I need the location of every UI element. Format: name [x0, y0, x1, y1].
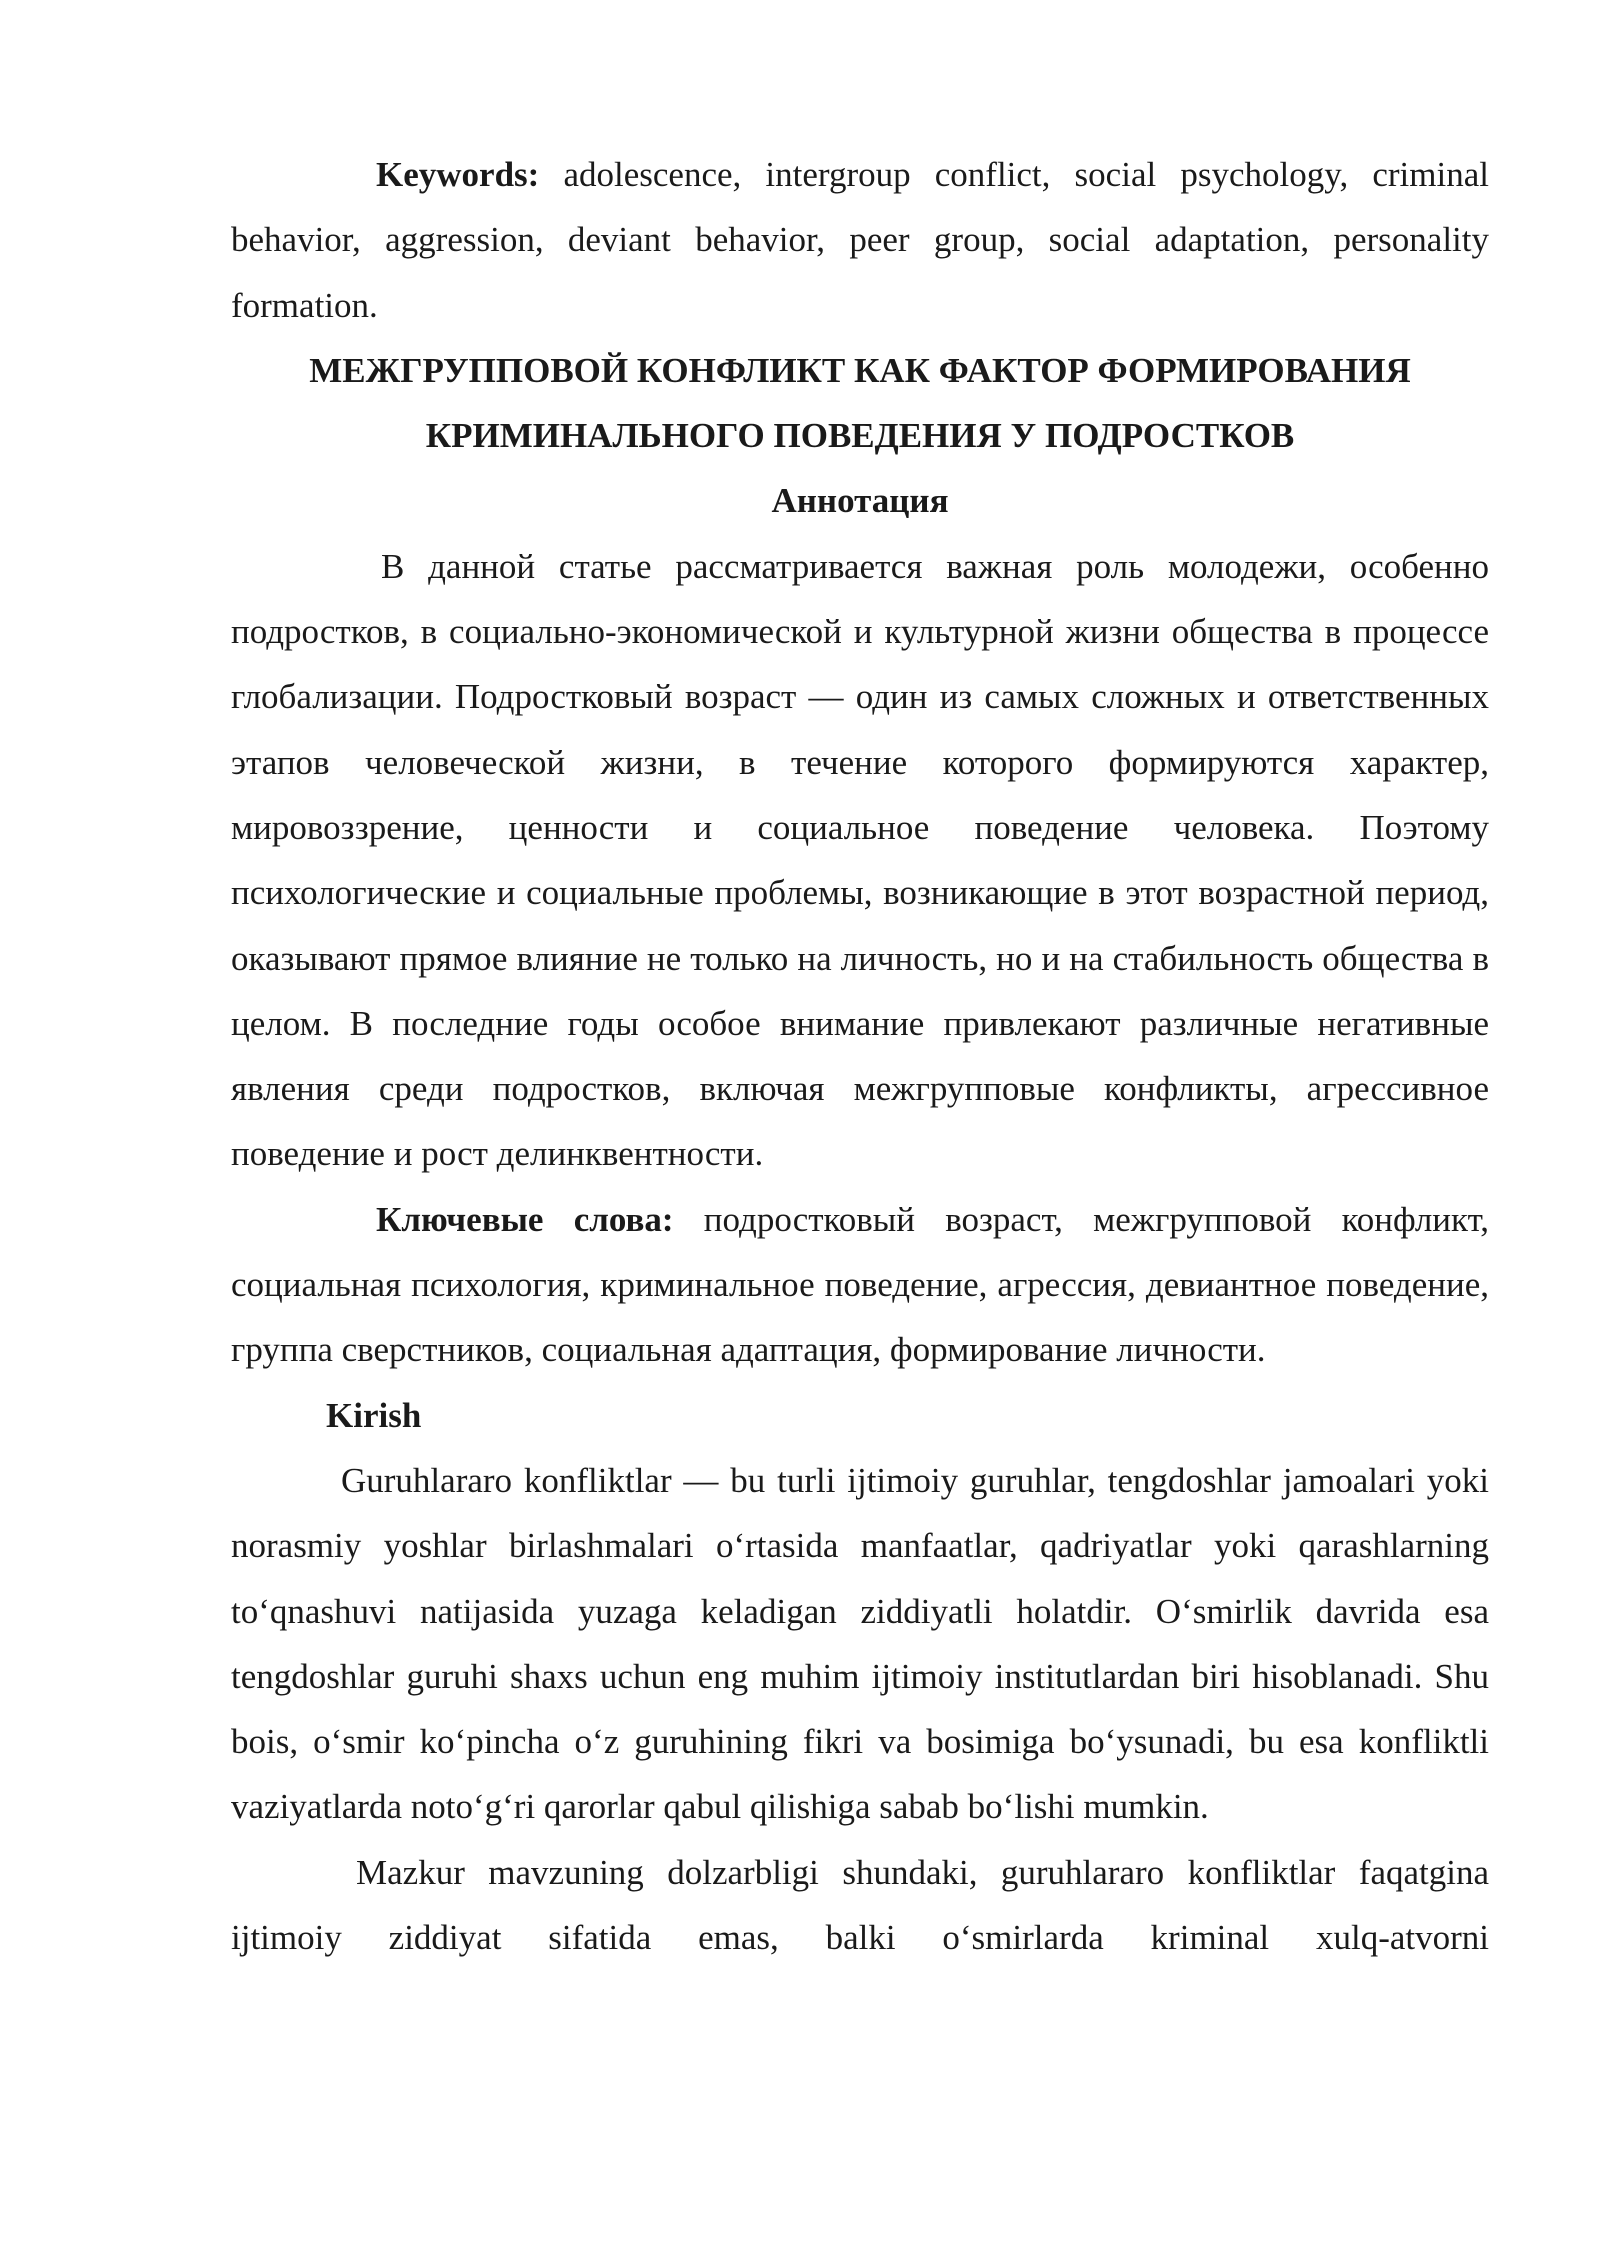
- annotation-paragraph: В данной статье рассматривается важная роль молодежи, особенно подростков, в социально-экономической и культурной жизни общества в процессе глобализации. Подростковый возраст — один из самых сложных и ответственных этапов человеческой жизни, в течение которого формируются характер, мировоззрение, ценности и социальное поведение человека. Поэтому психологические и социальные проблемы, возникающие в этот возрастной период, оказывают прямое влияние не только на личность, но и на стабильность общества в целом. В последние годы особое внимание привлекают различные негативные явления среди подростков, включая межгрупповые конфликты, агрессивное поведение и рост делинквентности.: [231, 546, 1489, 1174]
- keywords-en-label: Keywords:: [376, 155, 540, 194]
- keywords-en-text: adolescence, intergroup conflict, social psychology, criminal behavior, aggression, deviant behavior, peer group, social adaptation, personality formation.: [231, 155, 1489, 325]
- intro-paragraph-2: Mazkur mavzuning dolzarbligi shundaki, guruhlararo konfliktlar faqatgina ijtimoiy ziddiyat sifatida emas, balki oʻsmirlarda kriminal xulq-atvorni: [231, 1852, 1489, 1958]
- document-page: [231, 142, 1489, 1970]
- intro-heading: Kirish: [326, 1395, 422, 1435]
- keywords-ru-paragraph: [231, 1187, 1489, 1383]
- article-title-line-2: КРИМИНАЛЬНОГО ПОВЕДЕНИЯ У ПОДРОСТКОВ: [425, 416, 1295, 456]
- annotation-heading: Аннотация: [771, 481, 949, 521]
- article-title-line-1: МЕЖГРУППОВОЙ КОНФЛИКТ КАК ФАКТОР ФОРМИРОВАНИЯ: [309, 350, 1411, 390]
- keywords-ru-label: Ключевые слова:: [376, 1199, 674, 1239]
- keywords-ru-text: подростковый возраст, межгрупповой конфликт, социальная психология, криминальное поведение, агрессия, девиантное поведение, группа сверстников, социальная адаптация, формирование личности.: [231, 1199, 1489, 1370]
- intro-paragraph-1: Guruhlararo konfliktlar — bu turli ijtimoiy guruhlar, tengdoshlar jamoalari yoki norasmiy yoshlar birlashmalari oʻrtasida manfaatlar, qadriyatlar yoki qarashlarning toʻqnashuvi natijasida yuzaga keladigan ziddiyatli holatdir. Oʻsmirlik davrida esa tengdoshlar guruhi shaxs uchun eng muhim ijtimoiy institutlardan biri hisoblanadi. Shu bois, oʻsmir koʻpincha oʻz guruhining fikri va bosimiga boʻysunadi, bu esa konfliktli vaziyatlarda notoʻgʻri qarorlar qabul qilishiga sabab boʻlishi mumkin.: [231, 1460, 1489, 1827]
- keywords-en-paragraph: [231, 142, 1489, 338]
